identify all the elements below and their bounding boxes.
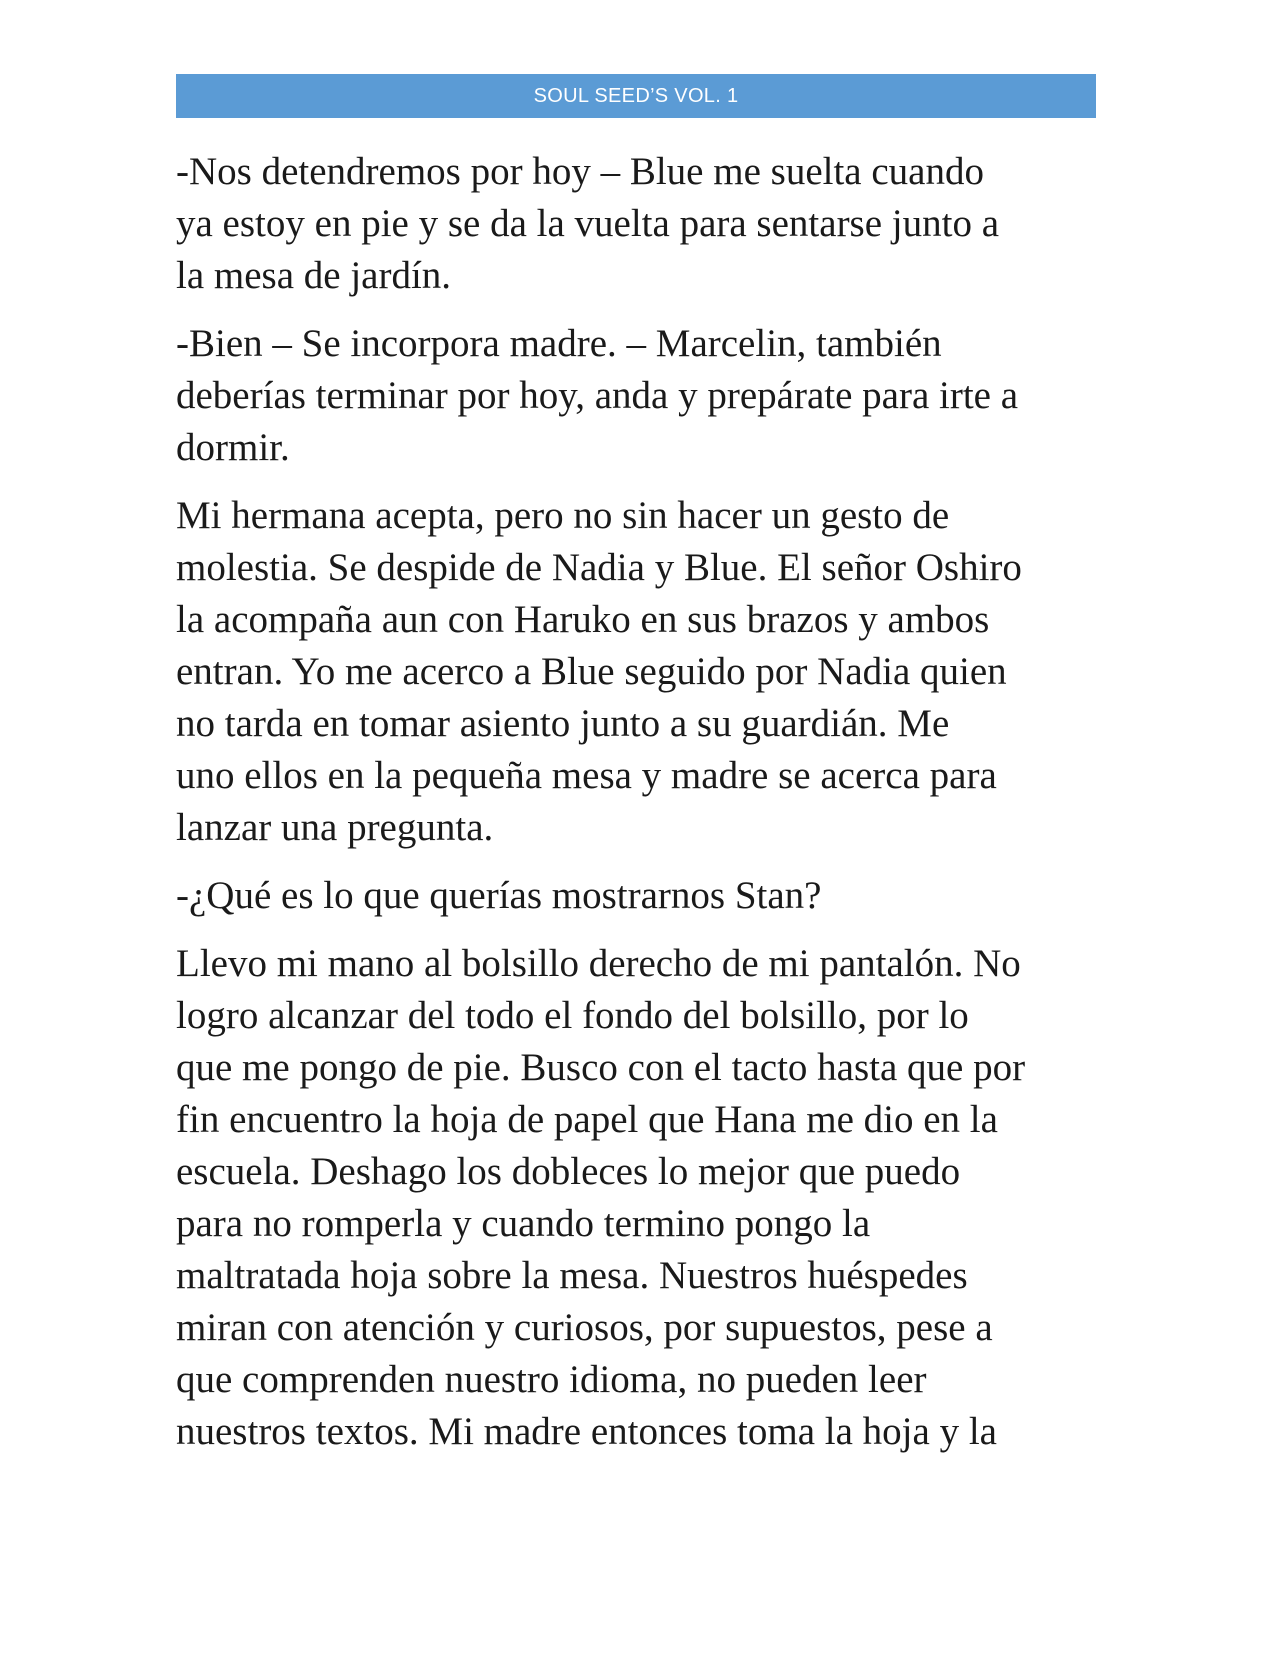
paragraph	[176, 146, 1116, 302]
text-line: no tarda en tomar asiento junto a su guardián. Me	[176, 702, 950, 745]
book-title: SOUL SEED’S VOL. 1	[533, 84, 739, 107]
text-line: la acompaña aun con Haruko en sus brazos y ambos	[176, 598, 990, 641]
text-line: -Nos detendremos por hoy – Blue me suelta cuando	[176, 150, 984, 193]
page-body	[176, 146, 1116, 1474]
text-line: Llevo mi mano al bolsillo derecho de mi pantalón. No	[176, 942, 1021, 985]
text-line: logro alcanzar del todo el fondo del bolsillo, por lo	[176, 994, 969, 1037]
text-line: -Bien – Se incorpora madre. – Marcelin, también	[176, 322, 942, 365]
paragraph	[176, 318, 1116, 474]
text-line: maltratada hoja sobre la mesa. Nuestros huéspedes	[176, 1254, 968, 1297]
paragraph	[176, 490, 1116, 854]
text-line: ya estoy en pie y se da la vuelta para sentarse junto a	[176, 202, 1000, 245]
text-line: escuela. Deshago los dobleces lo mejor que puedo	[176, 1150, 961, 1193]
text-line: que me pongo de pie. Busco con el tacto hasta que por	[176, 1046, 1026, 1089]
text-line: que comprenden nuestro idioma, no pueden leer	[176, 1358, 927, 1401]
text-line: uno ellos en la pequeña mesa y madre se acerca para	[176, 754, 997, 797]
page-header-bar	[176, 74, 1096, 118]
text-line: dormir.	[176, 426, 290, 469]
text-line: la mesa de jardín.	[176, 254, 452, 297]
text-line: lanzar una pregunta.	[176, 806, 494, 849]
text-line: -¿Qué es lo que querías mostrarnos Stan?	[176, 874, 822, 917]
paragraph	[176, 870, 1116, 922]
text-line: entran. Yo me acerco a Blue seguido por Nadia quien	[176, 650, 1007, 693]
paragraph	[176, 938, 1116, 1458]
text-line: Mi hermana acepta, pero no sin hacer un gesto de	[176, 494, 950, 537]
text-line: nuestros textos. Mi madre entonces toma la hoja y la	[176, 1410, 997, 1453]
text-line: miran con atención y curiosos, por supuestos, pese a	[176, 1306, 993, 1349]
text-line: fin encuentro la hoja de papel que Hana me dio en la	[176, 1098, 998, 1141]
text-line: deberías terminar por hoy, anda y prepárate para irte a	[176, 374, 1019, 417]
text-line: para no romperla y cuando termino pongo la	[176, 1202, 871, 1245]
text-line: molestia. Se despide de Nadia y Blue. El señor Oshiro	[176, 546, 1022, 589]
